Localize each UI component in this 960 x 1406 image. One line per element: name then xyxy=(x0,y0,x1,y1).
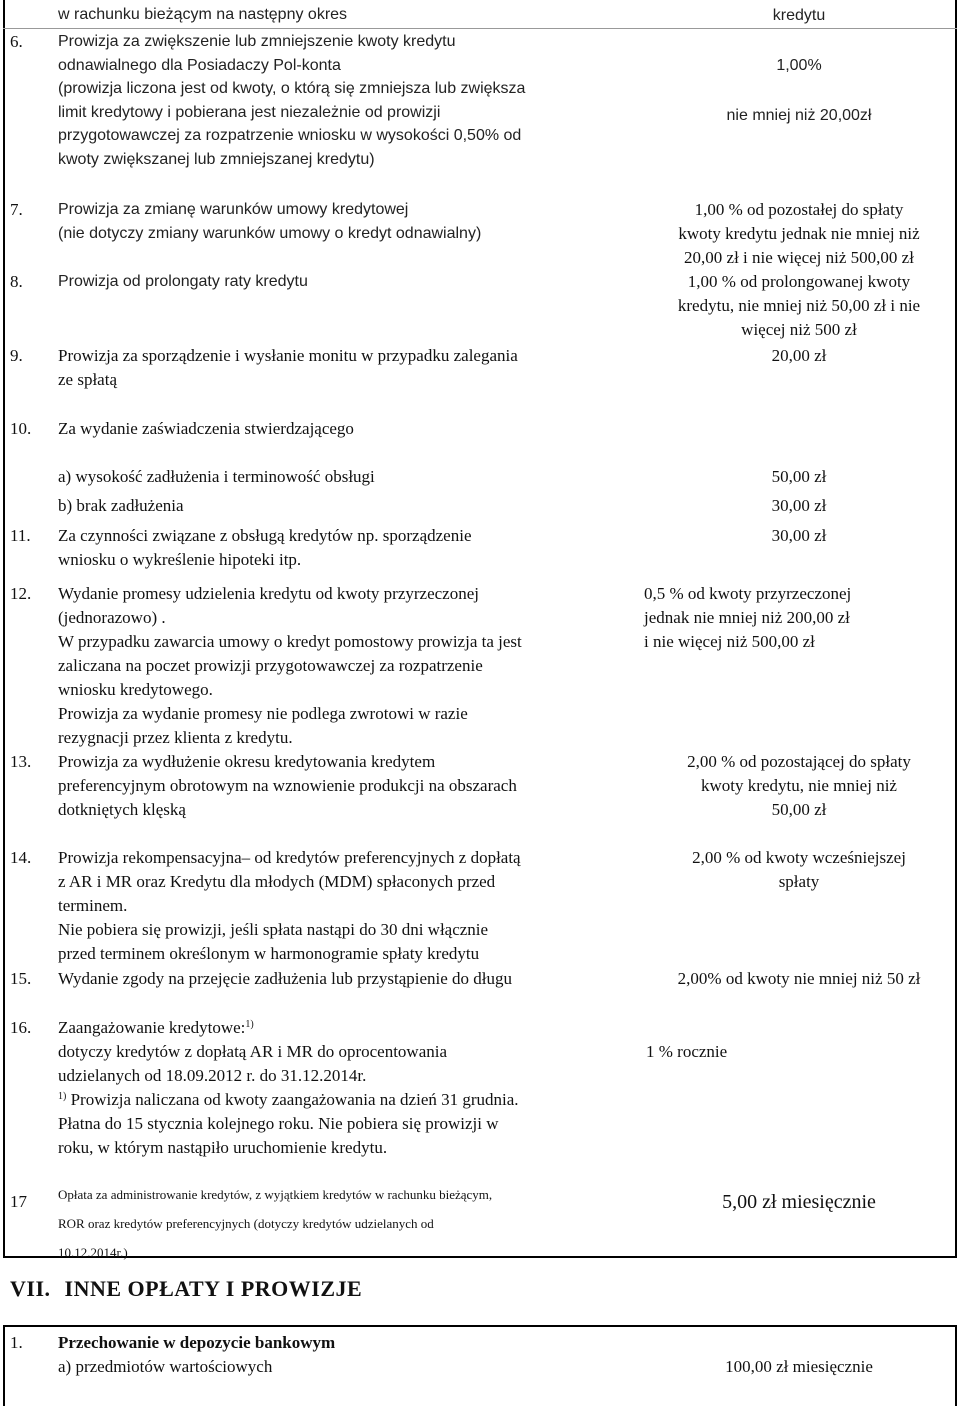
description-line: a) wysokość zadłużenia i terminowość obsługi xyxy=(58,467,375,486)
fee-line: nie mniej niż 20,00zł xyxy=(726,107,872,124)
row-10a-fee xyxy=(640,465,958,489)
description-line: zaliczana na poczet prowizji przygotowawczej za rozpatrzenie xyxy=(58,656,483,675)
description-line: przed terminem określonym w harmonogramie spłaty kredytu xyxy=(58,944,480,963)
description-line xyxy=(58,1016,633,1040)
description-text: Prowizja naliczana od kwoty zaangażowania na dzień 31 grudnia. xyxy=(70,1090,519,1109)
section-row-1a-description xyxy=(58,1355,633,1379)
row-15-number: 15. xyxy=(10,969,32,988)
description-line: wniosku o wykreślenie hipoteki itp. xyxy=(58,550,302,569)
row-0-fee xyxy=(640,3,958,29)
row-0-description xyxy=(58,3,633,27)
row-7-description xyxy=(58,198,633,245)
fee-line: 1 % rocznie xyxy=(646,1042,728,1061)
description-line xyxy=(58,1088,633,1112)
description-line: roku, w którym nastąpiło uruchomienie kredytu. xyxy=(58,1138,388,1157)
row-8-description xyxy=(58,270,633,294)
description-line: Prowizja za zmianę warunków umowy kredytowej xyxy=(58,201,409,218)
description-line: rezygnacji przez klienta z kredytu. xyxy=(58,728,293,747)
row-10-number: 10. xyxy=(10,419,32,438)
row-8-fee xyxy=(640,270,958,342)
row-10b-fee xyxy=(640,494,958,518)
description-line: dotyczy kredytów z dopłatą AR i MR do oprocentowania xyxy=(58,1042,448,1061)
row-10a-description xyxy=(58,465,633,489)
row-9-description xyxy=(58,344,633,392)
fee-line: 50,00 zł xyxy=(771,800,827,819)
description-line: limit kredytowy i pobierana jest niezależnie od prowizji xyxy=(58,103,441,121)
description-line: Prowizja rekompensacyjna– od kredytów preferencyjnych z dopłatą xyxy=(58,848,521,867)
footnote-mark: 1) xyxy=(245,1019,254,1030)
fee-line: 1,00% xyxy=(776,57,822,74)
description-line: a) przedmiotów wartościowych xyxy=(58,1357,273,1376)
fee-line: 2,00 % od pozostającej do spłaty xyxy=(687,752,911,771)
fee-line: 5,00 zł miesięcznie xyxy=(722,1191,876,1213)
row-7-fee xyxy=(640,198,958,270)
row-12-number: 12. xyxy=(10,584,32,603)
description-line: (jednorazowo) . xyxy=(58,608,166,627)
description-line: b) brak zadłużenia xyxy=(58,496,184,515)
fee-line: 20,00 zł xyxy=(771,346,827,365)
fee-line: kwoty kredytu jednak nie mniej niż xyxy=(678,224,920,243)
row-15-description xyxy=(58,967,633,991)
description-line: udzielanych od 18.09.2012 r. do 31.12.2014r. xyxy=(58,1066,367,1085)
table-left-border xyxy=(3,0,5,1258)
description-line: w rachunku bieżącym na następny okres xyxy=(58,6,348,23)
row-7-number: 7. xyxy=(10,200,23,219)
row-14-description xyxy=(58,846,633,966)
section-heading xyxy=(10,1276,362,1302)
fee-line: kwoty kredytu, nie mniej niż xyxy=(701,776,897,795)
fee-line: więcej niż 500 zł xyxy=(741,320,857,339)
description-line: Opłata za administrowanie kredytów, z wyjątkiem kredytów w rachunku bieżącym, xyxy=(58,1187,493,1202)
row-14-fee xyxy=(640,846,958,894)
fee-line: spłaty xyxy=(778,872,820,891)
description-text: Zaangażowanie kredytowe: xyxy=(58,1018,246,1037)
row-8-number: 8. xyxy=(10,272,23,291)
row-13-fee xyxy=(640,750,958,822)
section-title: INNE OPŁATY I PROWIZJE xyxy=(64,1276,363,1301)
description-line: Prowizja za zwiększenie lub zmniejszenie kwoty kredytu xyxy=(58,33,456,50)
description-line: Za czynności związane z obsługą kredytów np. sporządzenie xyxy=(58,526,472,545)
row-6-fee xyxy=(640,53,958,79)
description-line: Wydanie promesy udzielenia kredytu od kwoty przyrzeczonej xyxy=(58,584,479,603)
row-12-fee xyxy=(644,582,960,654)
fee-line: 1,00 % od prolongowanej kwoty xyxy=(687,272,911,291)
description-line: dotkniętych klęską xyxy=(58,800,186,819)
section-row-1-description xyxy=(58,1331,633,1355)
row-16-number: 16. xyxy=(10,1018,32,1037)
description-line: Wydanie zgody na przejęcie zadłużenia lub przystąpienie do długu xyxy=(58,969,513,988)
description-line: Za wydanie zaświadczenia stwierdzającego xyxy=(58,419,354,438)
description-line: 10.12.2014r.) xyxy=(58,1245,128,1260)
row-10-description xyxy=(58,417,633,441)
description-line: odnawialnego dla Posiadaczy Pol-konta xyxy=(58,56,341,74)
row-10b-description xyxy=(58,494,633,518)
description-line: Nie pobiera się prowizji, jeśli spłata nastąpi do 30 dni włącznie xyxy=(58,920,489,939)
description-line: kwoty zwiększanej lub zmniejszanej kredytu) xyxy=(58,150,375,168)
fee-line: jednak nie mniej niż 200,00 zł xyxy=(644,608,850,627)
section-row-1a-fee xyxy=(640,1355,958,1379)
description-line: Prowizja od prolongaty raty kredytu xyxy=(58,273,308,290)
row-6-number: 6. xyxy=(10,32,23,51)
fee-line: 20,00 zł i nie więcej niż 500,00 zł xyxy=(684,248,914,267)
description-line: (nie dotyczy zmiany warunków umowy o kredyt odnawialny) xyxy=(58,224,482,242)
description-line: Prowizja za sporządzenie i wysłanie monitu w przypadku zalegania xyxy=(58,346,518,365)
description-line: Przechowanie w depozycie bankowym xyxy=(58,1333,336,1352)
fee-line: 0,5 % od kwoty przyrzeczonej xyxy=(644,584,852,603)
description-line: Płatna do 15 stycznia kolejnego roku. Nie pobiera się prowizji w xyxy=(58,1114,499,1133)
row-6-description xyxy=(58,30,633,171)
section-table-top-border xyxy=(3,1325,957,1327)
description-line: wniosku kredytowego. xyxy=(58,680,213,699)
row-11-number: 11. xyxy=(10,526,31,545)
row-9-number: 9. xyxy=(10,346,23,365)
fee-line: kredytu xyxy=(772,7,826,24)
description-line: W przypadku zawarcia umowy o kredyt pomostowy prowizja ta jest xyxy=(58,632,522,651)
description-line: z AR i MR oraz Kredytu dla młodych (MDM) spłaconych przed xyxy=(58,872,496,891)
row-16-description xyxy=(58,1016,633,1160)
row-14-number: 14. xyxy=(10,848,32,867)
row-16-fee xyxy=(646,1040,960,1064)
description-line: Prowizja za wydanie promesy nie podlega zwrotowi w razie xyxy=(58,704,468,723)
table-left-border-lower xyxy=(3,1325,5,1406)
row-17-fee xyxy=(640,1190,958,1214)
row-11-description xyxy=(58,524,633,572)
fee-line: i nie więcej niż 500,00 zł xyxy=(644,632,815,651)
row-13-number: 13. xyxy=(10,752,32,771)
row-17-number: 17 xyxy=(10,1192,27,1211)
section-row-1-number: 1. xyxy=(10,1333,23,1352)
description-line: Prowizja za wydłużenie okresu kredytowania kredytem xyxy=(58,752,436,771)
description-line: terminem. xyxy=(58,896,128,915)
fee-line: 2,00 % od kwoty wcześniejszej xyxy=(692,848,906,867)
description-line: przygotowawczej za rozpatrzenie wniosku w wysokości 0,50% od xyxy=(58,127,522,144)
fee-line: kredytu, nie mniej niż 50,00 zł i nie xyxy=(677,296,921,315)
description-line: ROR oraz kredytów preferencyjnych (dotyczy kredytów udzielanych od xyxy=(58,1216,434,1231)
row-13-description xyxy=(58,750,633,822)
row-9-fee xyxy=(640,344,958,368)
fee-line: 1,00 % od pozostałej do spłaty xyxy=(694,200,904,219)
section-number: VII. xyxy=(10,1276,51,1301)
fee-line: 30,00 zł xyxy=(771,496,827,515)
row-15-fee xyxy=(640,967,958,991)
fee-line: 100,00 zł miesięcznie xyxy=(725,1357,873,1376)
row-12-description xyxy=(58,582,633,750)
fee-line: 30,00 zł xyxy=(771,526,827,545)
description-line: ze spłatą xyxy=(58,370,117,389)
row-6-fee-minimum xyxy=(640,103,958,129)
footnote-mark: 1) xyxy=(58,1091,67,1102)
fee-line: 50,00 zł xyxy=(771,467,827,486)
description-line: (prowizja liczona jest od kwoty, o którą się zmniejsza lub zwiększa xyxy=(58,80,526,97)
row-11-fee xyxy=(640,524,958,548)
fee-line: 2,00% od kwoty nie mniej niż 50 zł xyxy=(677,969,921,988)
description-line: preferencyjnym obrotowym na wznowienie produkcji na obszarach xyxy=(58,776,517,795)
row-17-description xyxy=(58,1180,633,1267)
